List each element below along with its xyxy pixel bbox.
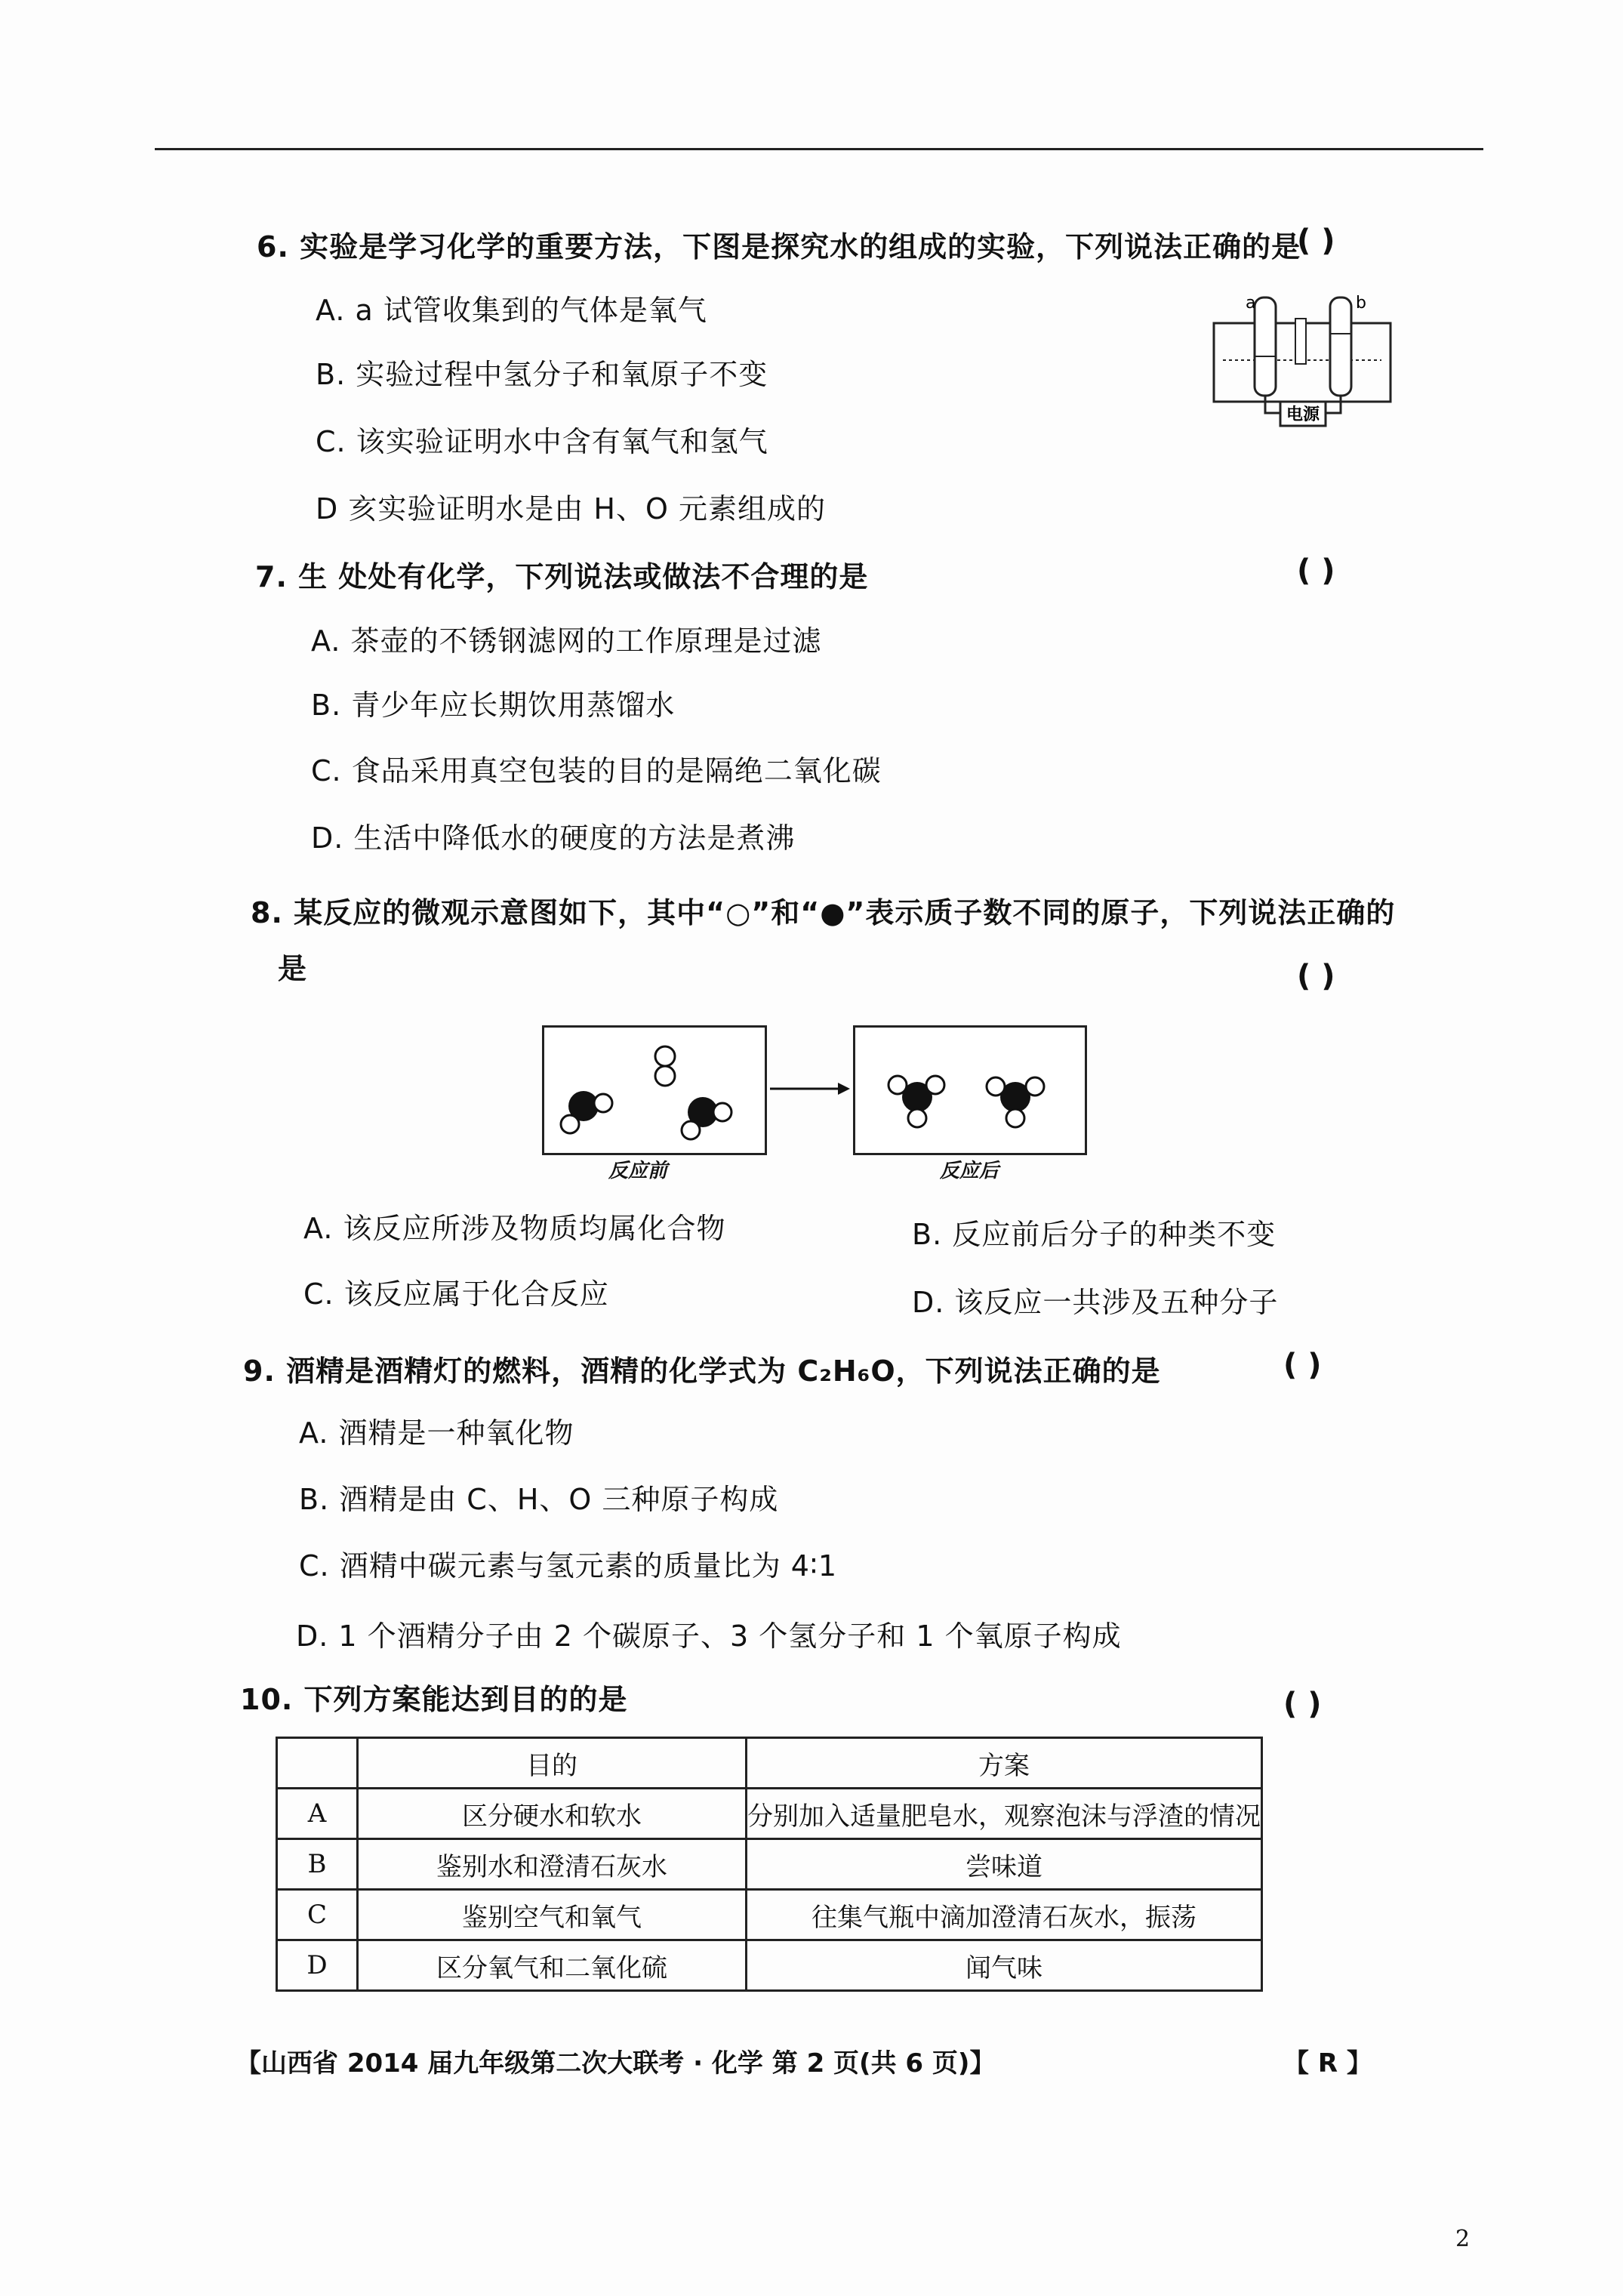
q8-option-b: B. 反应前后分子的种类不变: [912, 1218, 1277, 1251]
q8-answer-paren: ( ): [1297, 959, 1335, 994]
tube-b-label: b: [1356, 294, 1366, 313]
q7-answer-paren: ( ): [1297, 553, 1335, 588]
table-row: [277, 1890, 1262, 1940]
q6-option-b: B. 实验过程中氢分子和氧原子不变: [316, 358, 768, 391]
exam-version-tag: 【 R 】: [1283, 2048, 1372, 2079]
before-reaction-label: 反应前: [608, 1160, 668, 1182]
q6-stem: 6. 实验是学习化学的重要方法，下图是探究水的组成的实验，下列说法正确的是: [257, 230, 1301, 264]
table-row: [277, 1940, 1262, 1991]
table-header-cell: 方案: [747, 1738, 1262, 1789]
tube-a-label: a: [1246, 294, 1256, 313]
q7-stem: 7. 生 处处有化学，下列说法或做法不合理的是: [255, 560, 869, 593]
after-reaction-box: [853, 1025, 1087, 1155]
table-header-cell: 目的: [358, 1738, 747, 1789]
header-rule: [155, 148, 1483, 150]
q7-option-b: B. 青少年应长期饮用蒸馏水: [311, 689, 676, 722]
q7-option-a: A. 茶壶的不锈钢滤网的工作原理是过滤: [311, 624, 822, 658]
table-row: [277, 1839, 1262, 1890]
reaction-arrow: [768, 1080, 852, 1098]
table-cell: 尝味道: [747, 1839, 1262, 1890]
exam-footer: 【山西省 2014 届九年级第二次大联考 · 化学 第 2 页(共 6 页)】: [236, 2048, 996, 2079]
table-cell: 区分硬水和软水: [358, 1789, 747, 1839]
q8-option-d: D. 该反应一共涉及五种分子: [912, 1286, 1279, 1319]
before-reaction-box: [542, 1025, 767, 1155]
q7-option-c: C. 食品采用真空包装的目的是隔绝二氧化碳: [311, 754, 882, 787]
after-reaction-label: 反应后: [940, 1160, 999, 1182]
q6-option-a: A. a 试管收集到的气体是氧气: [316, 294, 707, 327]
power-supply-label: 电源: [1286, 405, 1320, 424]
q9-answer-paren: ( ): [1283, 1348, 1322, 1382]
table-cell: B: [277, 1839, 358, 1890]
table-cell: 闻气味: [747, 1940, 1262, 1991]
q6-option-d: D 亥实验证明水是由 H、O 元素组成的: [316, 492, 826, 525]
table-cell: A: [277, 1789, 358, 1839]
q8-stem-line1: 8. 某反应的微观示意图如下，其中“○”和“●”表示质子数不同的原子，下列说法正确的: [251, 896, 1396, 929]
q9-stem: 9. 酒精是酒精灯的燃料，酒精的化学式为 C₂H₆O，下列说法正确的是: [243, 1354, 1161, 1388]
table-cell: 区分氧气和二氧化硫: [358, 1940, 747, 1991]
table-row: [277, 1789, 1262, 1839]
table-cell: C: [277, 1890, 358, 1940]
page-number: 2: [1455, 2226, 1471, 2252]
q6-answer-paren: ( ): [1297, 223, 1335, 258]
q9-option-c: C. 酒精中碳元素与氢元素的质量比为 4∶1: [299, 1549, 838, 1583]
table-cell: 往集气瓶中滴加澄清石灰水，振荡: [747, 1890, 1262, 1940]
table-cell: 鉴别水和澄清石灰水: [358, 1839, 747, 1890]
q8-stem-line2: 是: [278, 952, 308, 985]
table-header-cell: [277, 1738, 358, 1789]
q8-option-c: C. 该反应属于化合反应: [303, 1277, 609, 1311]
q6-option-c: C. 该实验证明水中含有氧气和氢气: [316, 425, 768, 458]
q9-option-d: D. 1 个酒精分子由 2 个碳原子、3 个氢分子和 1 个氧原子构成: [296, 1620, 1122, 1653]
q8-option-a: A. 该反应所涉及物质均属化合物: [303, 1212, 726, 1245]
q10-table: [276, 1737, 1263, 1992]
q10-answer-paren: ( ): [1283, 1687, 1322, 1721]
q10-stem: 10. 下列方案能达到目的的是: [240, 1683, 628, 1716]
q7-option-d: D. 生活中降低水的硬度的方法是煮沸: [311, 821, 796, 855]
q9-option-a: A. 酒精是一种氧化物: [299, 1416, 574, 1450]
table-cell: D: [277, 1940, 358, 1991]
q9-option-b: B. 酒精是由 C、H、O 三种原子构成: [299, 1483, 779, 1516]
table-cell: 鉴别空气和氧气: [358, 1890, 747, 1940]
electrolysis-apparatus-figure: [1208, 288, 1397, 432]
table-header-row: [277, 1738, 1262, 1789]
table-cell: 分别加入适量肥皂水，观察泡沫与浮渣的情况: [747, 1789, 1262, 1839]
